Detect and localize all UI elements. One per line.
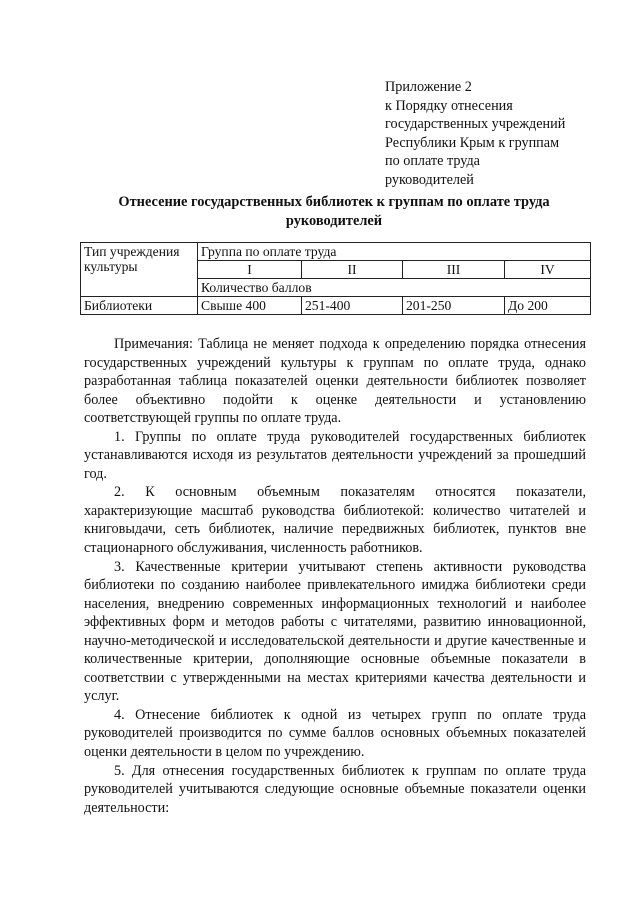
note-item-5: 5. Для отнесения государственных библиотек к группам по оплате труда руководителей учитываются следующие основные объемные показатели оценки деятельности: [84, 762, 586, 816]
note-item-1: 1. Группы по оплате труда руководителей государственных библиотек устанавливаются исходя из результатов деятельности учреждений за прошедший год. [84, 428, 586, 482]
type-header-cell [81, 243, 198, 297]
notes-section [84, 335, 586, 817]
note-item-3: 3. Качественные критерии учитывают степень активности руководства библиотеки по созданию наиболее привлекательного имиджа библиотеки среди населения, внедрению современных информационных технологий и наиболее эффективных форм и методов работы с читателями, развитию инновационной, научно-методической и исследовательской деятельности и другие качественные и количественные критерии, дополняющие основные объемные показатели в соответствии с утвержденными на местах критериями качества деятельности и услуг. [84, 558, 586, 705]
points-header-cell [198, 279, 591, 297]
institution-type: Библиотеки [84, 298, 153, 313]
note-item-2: 2. К основным объемным показателям относятся показатели, характеризующие масштаб руководства библиотекой: количество читателей и книговыдачи, сеть библиотек, наличие передвижных библиотек, пунктов вне стационарного обслуживания, численность работников. [84, 484, 586, 557]
group-label-cell [302, 261, 403, 279]
appendix-line: Республики Крым к группам [385, 134, 560, 151]
title-line-1: Отнесение государственных библиотек к группам по оплате труда [118, 194, 550, 210]
title-line-2: руководителей [285, 213, 383, 229]
groups-table [80, 242, 591, 315]
appendix-line: к Порядку отнесения [385, 97, 513, 114]
group-label-cell [505, 261, 591, 279]
group-label-cell [198, 261, 302, 279]
group-label: II [347, 262, 357, 277]
group-label: III [446, 262, 461, 277]
table-row [81, 297, 591, 315]
points-value: До 200 [508, 298, 548, 313]
points-cell [505, 297, 591, 315]
appendix-line: по оплате труда [385, 153, 480, 170]
group-header: Группа по оплате труда [201, 244, 337, 259]
points-cell [198, 297, 302, 315]
table-row [81, 243, 591, 261]
type-header: Тип учреждения культуры [84, 244, 180, 274]
type-cell [81, 297, 198, 315]
points-header: Количество баллов [201, 280, 312, 295]
group-label-cell [403, 261, 505, 279]
note-item-4: 4. Отнесение библиотек к одной из четырех групп по оплате труда руководителей производится по сумме баллов основных объемных показателей оценки деятельности в целом по учреждению. [84, 706, 586, 761]
points-cell [302, 297, 403, 315]
appendix-line: Приложение 2 [385, 79, 472, 95]
notes-intro: Примечания: Таблица не меняет подхода к определению порядка отнесения государственных учреждений культуры к группам по оплате труда, однако разработанная таблица показателей оценки деятельности библиотек позволяет более объективно подойти к оценке деятельности и установлению соответствующей группы по оплате труда. [84, 336, 586, 427]
group-label: IV [540, 262, 555, 277]
points-value: 201-250 [406, 298, 452, 313]
points-value: 251-400 [305, 298, 351, 313]
points-value: Свыше 400 [201, 298, 266, 313]
appendix-header [385, 78, 565, 190]
appendix-line: руководителей [385, 171, 474, 188]
appendix-line: государственных учреждений [385, 116, 566, 133]
group-header-cell [198, 243, 591, 261]
document-title [80, 193, 588, 231]
points-cell [403, 297, 505, 315]
group-label: I [247, 262, 252, 277]
